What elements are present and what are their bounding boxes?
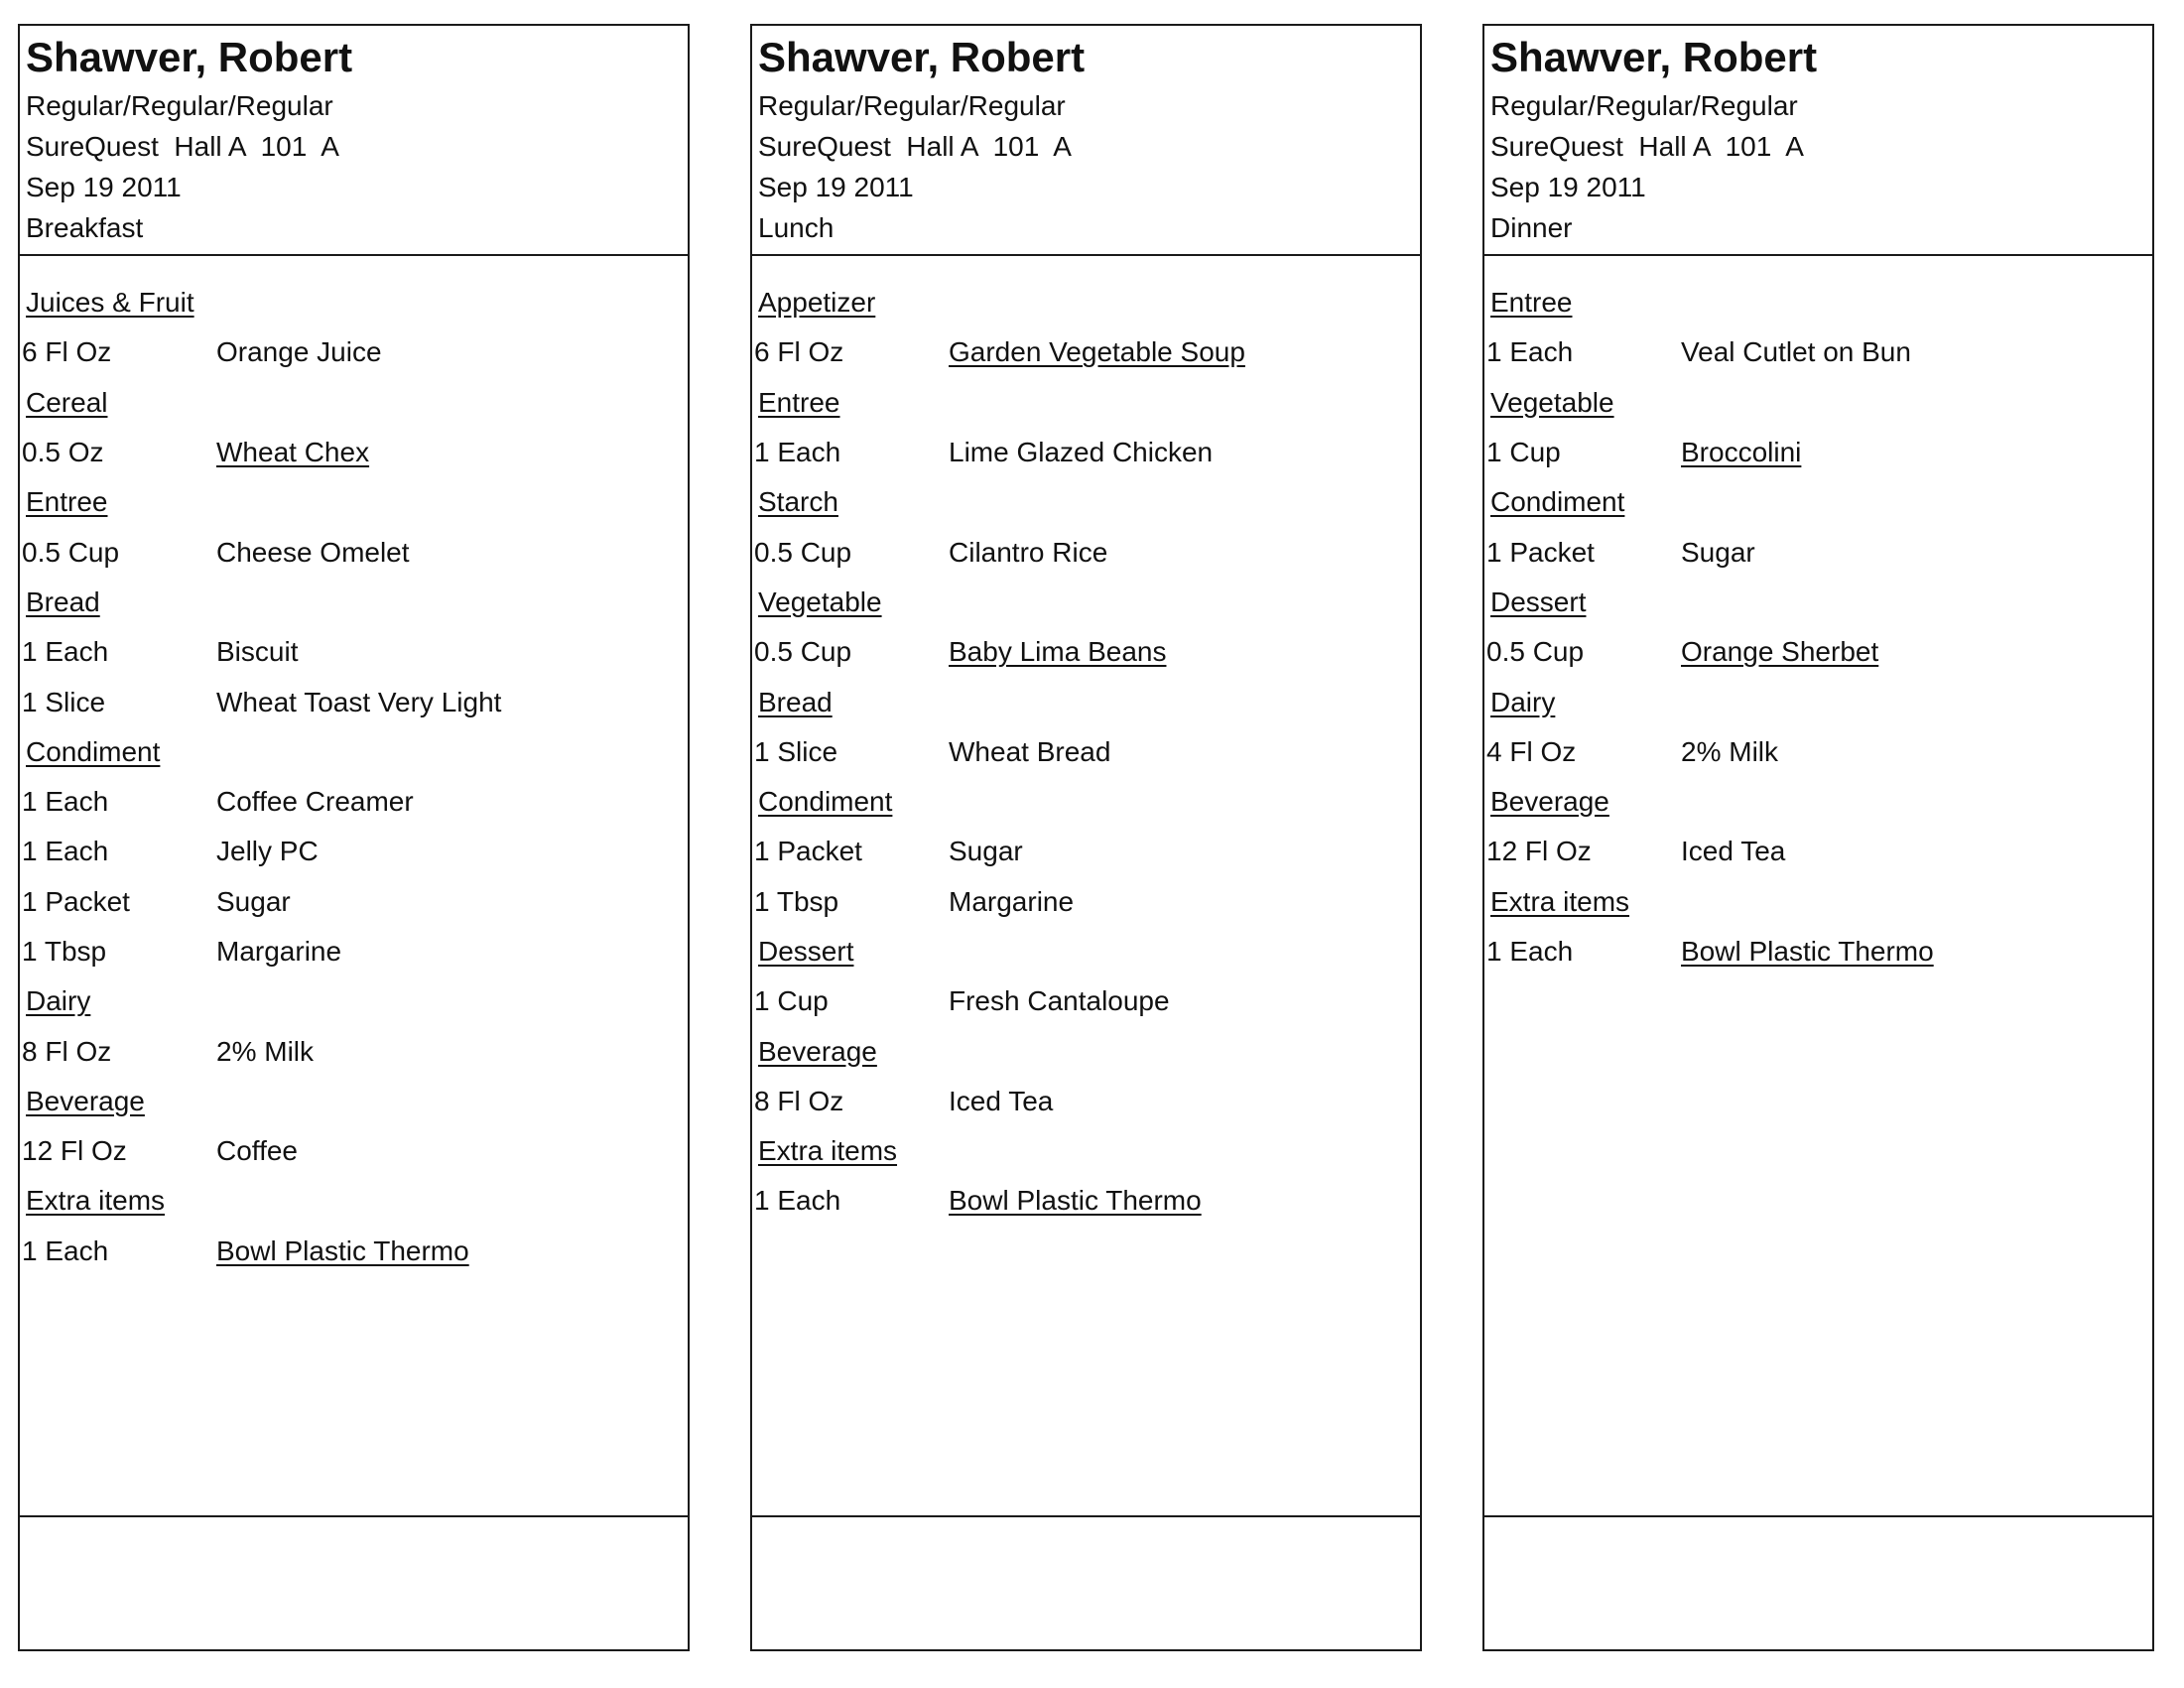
room-location: SureQuest Hall A 101 A [758, 131, 1072, 162]
item-name: Biscuit [216, 636, 299, 668]
category-heading: Starch [758, 486, 838, 518]
meal-ticket-breakfast [18, 24, 690, 1651]
item-quantity: 1 Packet [754, 836, 862, 867]
category-row [1484, 677, 2152, 726]
category-heading: Vegetable [758, 585, 882, 617]
item-quantity: 12 Fl Oz [1486, 836, 1592, 867]
item-quantity: 0.5 Cup [1486, 636, 1585, 668]
category-heading: Entree [26, 486, 108, 518]
item-quantity: 8 Fl Oz [22, 1035, 112, 1067]
item-quantity: 12 Fl Oz [22, 1135, 127, 1167]
menu-item-row [20, 527, 688, 577]
item-quantity: 1 Each [22, 1234, 109, 1266]
ticket-header [1484, 26, 2152, 256]
menu-item-row [20, 1126, 688, 1176]
menu-item-row [752, 827, 1420, 876]
category-row [20, 477, 688, 527]
item-quantity: 1 Each [1486, 936, 1574, 967]
menu-item-row [752, 1077, 1420, 1126]
category-heading: Bread [758, 686, 833, 717]
category-row [752, 777, 1420, 827]
ticket-date: Sep 19 2011 [1490, 172, 1646, 202]
item-name: Sugar [949, 836, 1023, 867]
item-quantity: 1 Slice [22, 686, 106, 717]
item-name: Coffee Creamer [216, 786, 414, 818]
menu-item-row [1484, 527, 2152, 577]
item-quantity: 6 Fl Oz [22, 336, 112, 368]
item-name: Baby Lima Beans [949, 636, 1167, 668]
category-row [20, 578, 688, 627]
item-quantity: 0.5 Cup [754, 536, 852, 568]
item-quantity: 1 Each [22, 636, 109, 668]
item-quantity: 4 Fl Oz [1486, 735, 1577, 767]
room-location: SureQuest Hall A 101 A [1490, 131, 1804, 162]
item-quantity: 1 Slice [754, 735, 838, 767]
item-quantity: 0.5 Cup [754, 636, 852, 668]
ticket-date: Sep 19 2011 [758, 172, 914, 202]
category-heading: Juices & Fruit [26, 287, 194, 319]
ticket-header [20, 26, 688, 256]
patient-name: Shawver, Robert [758, 34, 1086, 80]
category-heading: Beverage [26, 1085, 145, 1116]
item-quantity: 1 Tbsp [754, 885, 839, 917]
item-name: Cilantro Rice [949, 536, 1108, 568]
menu-item-row [752, 428, 1420, 477]
item-name: Margarine [949, 885, 1075, 917]
item-name: Wheat Toast Very Light [216, 686, 502, 717]
category-heading: Condiment [1490, 486, 1625, 518]
item-name: Sugar [1681, 536, 1755, 568]
diet-order: Regular/Regular/Regular [26, 90, 333, 121]
meal-name: Dinner [1490, 212, 1573, 243]
category-row [752, 1126, 1420, 1176]
category-row [752, 278, 1420, 327]
category-row [20, 976, 688, 1026]
item-name: Orange Sherbet [1681, 636, 1879, 668]
category-row [752, 677, 1420, 726]
category-heading: Dairy [1490, 686, 1556, 717]
ticket-footer-box [20, 1515, 688, 1649]
menu-item-list [20, 258, 688, 1515]
category-heading: Beverage [758, 1035, 877, 1067]
item-name: Bowl Plastic Thermo [949, 1185, 1202, 1217]
item-name: Sugar [216, 885, 291, 917]
patient-name: Shawver, Robert [26, 34, 353, 80]
item-name: Coffee [216, 1135, 298, 1167]
item-quantity: 0.5 Oz [22, 437, 104, 468]
diet-order: Regular/Regular/Regular [1490, 90, 1798, 121]
meal-ticket-lunch [750, 24, 1422, 1651]
category-row [1484, 378, 2152, 428]
item-name: Bowl Plastic Thermo [216, 1234, 469, 1266]
category-row [20, 378, 688, 428]
item-name: Iced Tea [1681, 836, 1786, 867]
item-name: Wheat Chex [216, 437, 370, 468]
item-quantity: 1 Each [754, 437, 841, 468]
category-row [1484, 278, 2152, 327]
item-name: Garden Vegetable Soup [949, 336, 1245, 368]
category-row [1484, 877, 2152, 927]
category-heading: Vegetable [1490, 386, 1614, 418]
item-quantity: 1 Tbsp [22, 936, 107, 967]
menu-item-row [20, 827, 688, 876]
category-heading: Appetizer [758, 287, 876, 319]
category-row [752, 927, 1420, 976]
item-name: Veal Cutlet on Bun [1681, 336, 1911, 368]
category-heading: Extra items [758, 1135, 898, 1167]
item-name: 2% Milk [1681, 735, 1779, 767]
menu-item-row [752, 627, 1420, 677]
menu-item-list [752, 258, 1420, 1515]
menu-item-row [20, 877, 688, 927]
menu-item-row [20, 677, 688, 726]
menu-item-row [20, 1227, 688, 1276]
item-name: Orange Juice [216, 336, 382, 368]
category-heading: Extra items [1490, 885, 1630, 917]
category-row [752, 578, 1420, 627]
item-name: Cheese Omelet [216, 536, 410, 568]
category-row [1484, 578, 2152, 627]
category-heading: Dessert [1490, 585, 1587, 617]
item-name: Margarine [216, 936, 342, 967]
item-name: Bowl Plastic Thermo [1681, 936, 1934, 967]
category-heading: Condiment [26, 735, 161, 767]
ticket-footer-box [1484, 1515, 2152, 1649]
menu-item-row [752, 727, 1420, 777]
category-row [20, 1077, 688, 1126]
category-row [1484, 777, 2152, 827]
item-name: Fresh Cantaloupe [949, 985, 1170, 1017]
menu-item-row [1484, 827, 2152, 876]
category-row [752, 1026, 1420, 1076]
menu-item-row [752, 527, 1420, 577]
item-quantity: 1 Packet [1486, 536, 1595, 568]
menu-item-row [752, 877, 1420, 927]
menu-item-row [20, 627, 688, 677]
item-name: Broccolini [1681, 437, 1802, 468]
category-heading: Extra items [26, 1185, 166, 1217]
meal-ticket-dinner [1482, 24, 2154, 1651]
item-name: Wheat Bread [949, 735, 1111, 767]
menu-item-row [20, 777, 688, 827]
menu-item-row [1484, 327, 2152, 377]
category-heading: Dairy [26, 985, 91, 1017]
item-quantity: 8 Fl Oz [754, 1085, 844, 1116]
category-row [752, 378, 1420, 428]
item-quantity: 1 Cup [1486, 437, 1561, 468]
menu-item-row [752, 1176, 1420, 1226]
ticket-footer-box [752, 1515, 1420, 1649]
ticket-header [752, 26, 1420, 256]
menu-item-row [1484, 428, 2152, 477]
category-heading: Entree [758, 386, 840, 418]
item-quantity: 0.5 Cup [22, 536, 120, 568]
menu-item-row [1484, 727, 2152, 777]
category-heading: Bread [26, 585, 100, 617]
item-quantity: 1 Each [1486, 336, 1574, 368]
item-name: Lime Glazed Chicken [949, 437, 1214, 468]
item-quantity: 1 Packet [22, 885, 130, 917]
category-row [1484, 477, 2152, 527]
menu-item-row [20, 327, 688, 377]
menu-item-row [1484, 927, 2152, 976]
menu-item-row [752, 327, 1420, 377]
item-name: Jelly PC [216, 836, 319, 867]
room-location: SureQuest Hall A 101 A [26, 131, 339, 162]
diet-order: Regular/Regular/Regular [758, 90, 1066, 121]
item-name: Iced Tea [949, 1085, 1054, 1116]
item-quantity: 1 Each [22, 836, 109, 867]
menu-item-row [752, 976, 1420, 1026]
category-heading: Dessert [758, 936, 854, 967]
patient-name: Shawver, Robert [1490, 34, 1818, 80]
category-row [20, 727, 688, 777]
menu-item-row [1484, 627, 2152, 677]
item-quantity: 1 Each [754, 1185, 841, 1217]
menu-item-row [20, 1026, 688, 1076]
category-row [20, 1176, 688, 1226]
item-quantity: 6 Fl Oz [754, 336, 844, 368]
category-row [752, 477, 1420, 527]
menu-item-row [20, 927, 688, 976]
meal-name: Lunch [758, 212, 835, 243]
item-name: 2% Milk [216, 1035, 315, 1067]
meal-name: Breakfast [26, 212, 144, 243]
item-quantity: 1 Cup [754, 985, 829, 1017]
menu-item-row [20, 428, 688, 477]
category-heading: Entree [1490, 287, 1573, 319]
category-heading: Condiment [758, 786, 893, 818]
category-row [20, 278, 688, 327]
menu-item-list [1484, 258, 2152, 1515]
category-heading: Cereal [26, 386, 108, 418]
category-heading: Beverage [1490, 786, 1609, 818]
item-quantity: 1 Each [22, 786, 109, 818]
ticket-date: Sep 19 2011 [26, 172, 182, 202]
